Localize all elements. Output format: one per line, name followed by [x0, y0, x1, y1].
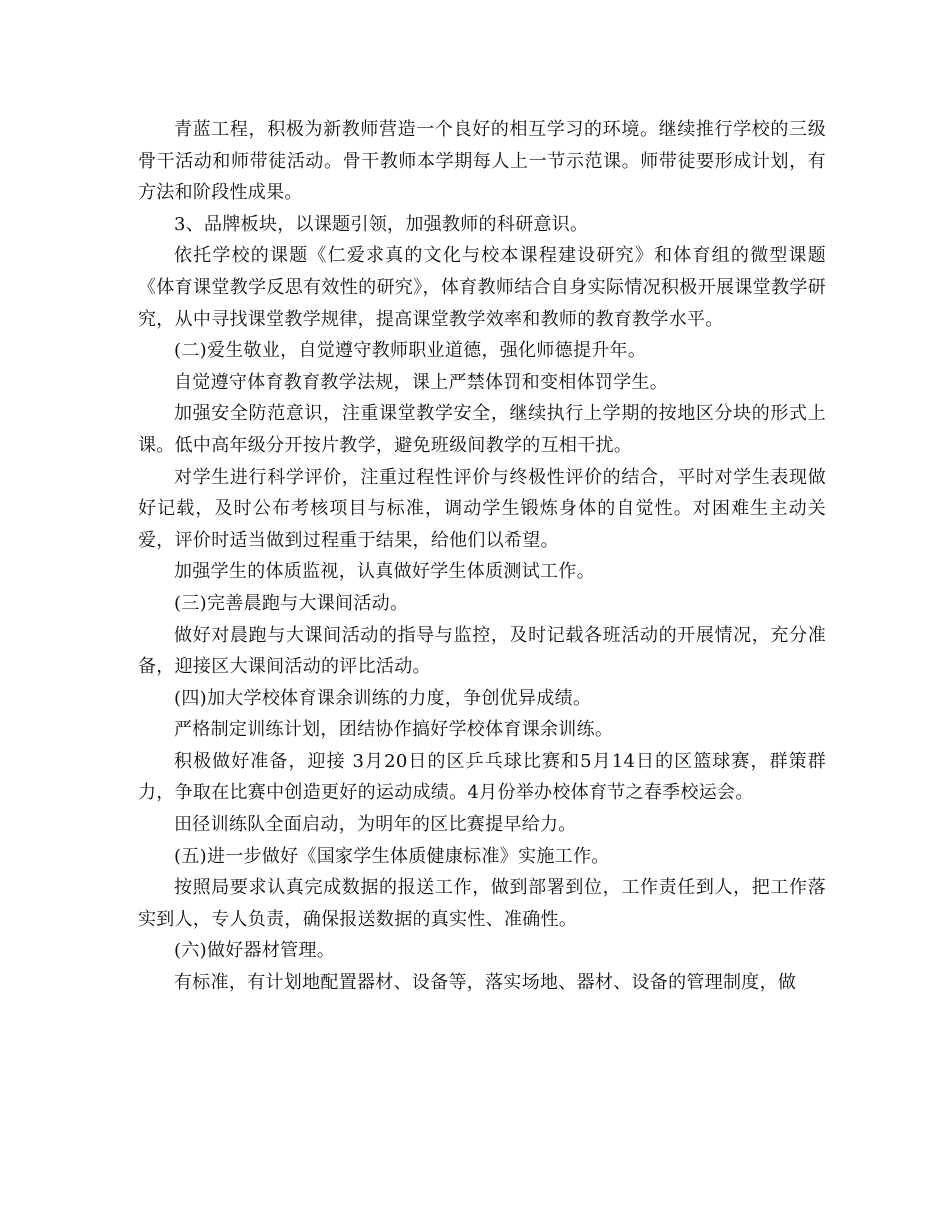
paragraph-safety: 加强安全防范意识，注重课堂教学安全，继续执行上学期的按地区分块的形式上课。低中高年级分开按片教学，避免班级间教学的互相干扰。: [138, 403, 826, 456]
paragraph-heading-health-standard: (五)进一步做好《国家学生体质健康标准》实施工作。: [174, 845, 610, 867]
paragraph-data-reporting: 按照局要求认真完成数据的报送工作，做到部署到位，工作责任到人，把工作落实到人，专人负责，确保报送数据的真实性、准确性。: [138, 877, 826, 930]
paragraph-training-plan: 严格制定训练计划，团结协作搞好学校体育课余训练。: [174, 719, 614, 741]
paragraph-mentoring-program: 青蓝工程，积极为新教师营造一个良好的相互学习的环境。继续推行学校的三级骨干活动和师带徒活动。骨干教师本学期每人上一节示范课。师带徒要形成计划，有方法和阶段性成果。: [138, 119, 826, 204]
paragraph-competitions: 积极做好准备，迎接 3月20日的区乒乓球比赛和5月14日的区篮球赛，群策群力，争取在比赛中创造更好的运动成绩。4月份举办校体育节之春季校运会。: [138, 750, 826, 804]
paragraph-heading-morning-run: (三)完善晨跑与大课间活动。: [174, 592, 409, 614]
paragraph-fitness-monitoring: 加强学生的体质监视，认真做好学生体质测试工作。: [174, 561, 595, 583]
paragraph-heading-brand-block: 3、品牌板块，以课题引领，加强教师的科研意识。: [174, 213, 589, 235]
paragraph-heading-equipment: (六)做好器材管理。: [174, 940, 336, 962]
paragraph-heading-ethics: (二)爱生敬业，自觉遵守教师职业道德，强化师德提升年。: [174, 340, 647, 362]
paragraph-no-punishment: 自觉遵守体育教育教学法规，课上严禁体罚和变相体罚学生。: [174, 371, 669, 393]
paragraph-equipment-management: 有标准，有计划地配置器材、设备等，落实场地、器材、设备的管理制度，做: [174, 972, 797, 994]
paragraph-track-team: 田径训练队全面启动，为明年的区比赛提早给力。: [174, 814, 577, 836]
paragraph-research-topics: 依托学校的课题《仁爱求真的文化与校本课程建设研究》和体育组的微型课题《体育课堂教学反思有效性的研究》，体育教师结合自身实际情况积极开展课堂教学研究，从中寻找课堂教学规律，提高课堂教学效率和教师的教育教学水平。: [138, 245, 826, 330]
paragraph-heading-training: (四)加大学校体育课余训练的力度，争创优异成绩。: [174, 687, 592, 709]
paragraph-morning-run-guidance: 做好对晨跑与大课间活动的指导与监控，及时记载各班活动的开展情况，充分准备，迎接区大课间活动的评比活动。: [138, 624, 826, 678]
paragraph-evaluation: 对学生进行科学评价，注重过程性评价与终极性评价的结合，平时对学生表现做好记载，及时公布考核项目与标准，调动学生锻炼身体的自觉性。对困难生主动关爱，评价时适当做到过程重于结果，给他们以希望。: [138, 466, 826, 551]
document-body: [138, 114, 826, 999]
